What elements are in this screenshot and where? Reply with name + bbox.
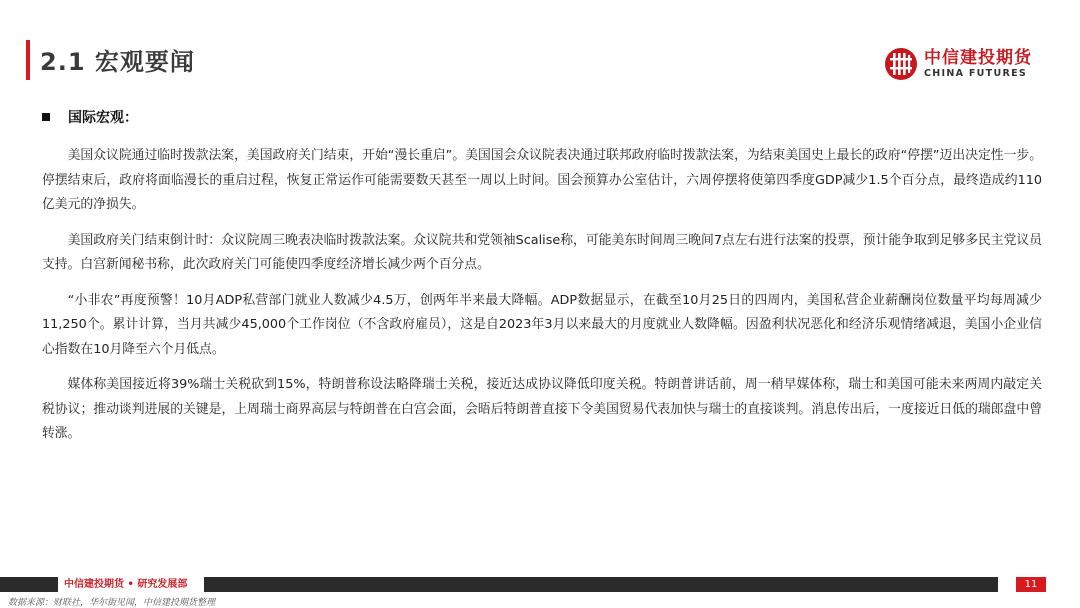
- brand-logo: [884, 46, 1032, 82]
- news-content: [42, 144, 1042, 458]
- footer-bar: [0, 577, 1080, 592]
- page-title: 2.1 宏观要闻: [40, 48, 195, 76]
- logo-chinese-text: 中信建投期货: [924, 47, 1032, 68]
- news-paragraph-3: “小非农”再度预警！10月ADP私营部门就业人数减少4.5万，创两年半来最大降幅。ADP数据显示，在截至10月25日的四周内，美国私营企业薪酬岗位数量平均每周减少11,250个。累计计算，当月共减少45,000个工作岗位（不含政府雇员），这是自2023年3月以来最大的月度就业人数降幅。因盈利状况恶化和经济乐观情绪减退，美国小企业信心指数在10月降至六个月低点。: [42, 292, 1042, 357]
- section-title: 国际宏观：: [68, 110, 138, 126]
- footer-dark-segment-left: [0, 577, 58, 592]
- news-paragraph-2: 美国政府关门结束倒计时：众议院周三晚表决临时拨款法案。众议院共和党领袖Scalise称，可能美东时间周三晚间7点左右进行法案的投票，预计能争取到足够多民主党议员支持。白宫新闻秘书称，此次政府关门可能使四季度经济增长减少两个百分点。: [42, 232, 1042, 272]
- logo-english-text: CHINA FUTURES: [924, 67, 1028, 79]
- news-paragraph-1: 美国众议院通过临时拨款法案，美国政府关门结束，开始“漫长重启”。美国国会众议院表决通过联邦政府临时拨款法案，为结束美国史上最长的政府“停摆”迈出决定性一步。停摆结束后，政府将面临漫长的重启过程，恢复正常运作可能需要数天甚至一周以上时间。国会预算办公室估计，六周停摆将使第四季度GDP减少1.5个百分点，最终造成约110亿美元的净损失。: [42, 148, 1042, 212]
- footer-department-label: 中信建投期货 • 研究发展部: [64, 579, 188, 590]
- news-paragraph-4: 媒体称美国接近将39%瑞士关税砍到15%，特朗普称设法略降瑞士关税，接近达成协议降低印度关税。特朗普讲话前，周一稍早媒体称，瑞士和美国可能未来两周内敲定关税协议；推动谈判进展的关键是，上周瑞士商界高层与特朗普在白宫会面，会晤后特朗普直接下令美国贸易代表加快与瑞士的直接谈判。消息传出后，一度接近日低的瑞郎盘中曾转涨。: [42, 377, 1042, 441]
- title-accent-bar: [26, 40, 30, 80]
- footer-dark-segment-right: [204, 577, 998, 592]
- page-number: 11: [1016, 577, 1046, 592]
- china-futures-logo-icon: [884, 47, 918, 81]
- section-heading: [42, 107, 138, 127]
- data-source-note: 数据来源：财联社，华尔街见闻，中信建投期货整理: [8, 598, 216, 608]
- bullet-square-icon: [42, 113, 50, 121]
